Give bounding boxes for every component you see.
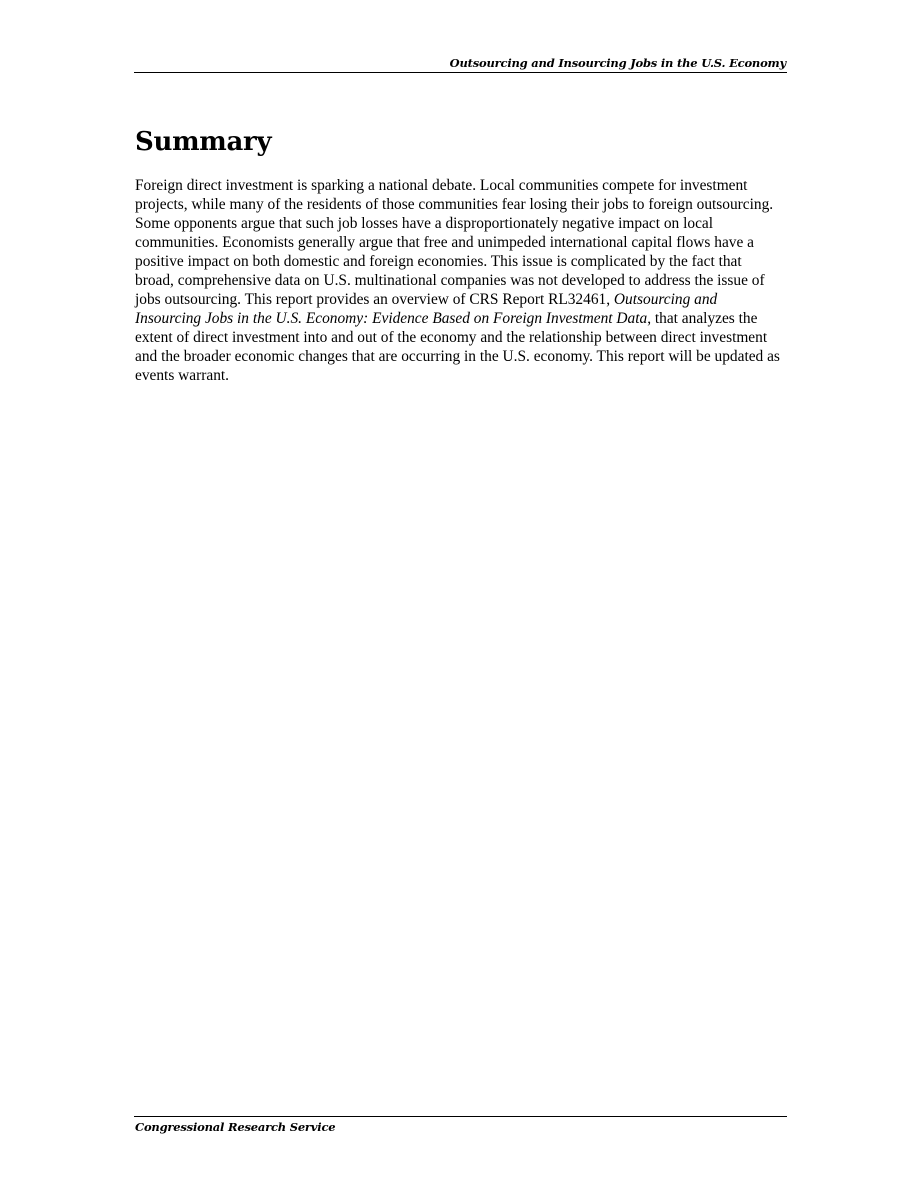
summary-paragraph xyxy=(135,176,780,385)
running-header: Outsourcing and Insourcing Jobs in the U.S. Economy xyxy=(449,56,786,70)
cited-report-title: Outsourcing and Insourcing Jobs in the U.S. Economy: Evidence Based on Foreign Investment Data xyxy=(135,291,718,327)
footer-rule xyxy=(134,1116,787,1117)
header-rule xyxy=(134,72,787,73)
footer-organization: Congressional Research Service xyxy=(135,1120,336,1134)
summary-text-part2: , that analyzes the extent of direct investment into and out of the economy and the relationship between direct investment and the broader economic changes that are occurring in the U.S. economy. This report will be updated as events warrant. xyxy=(135,310,780,384)
summary-text-part1: Foreign direct investment is sparking a national debate. Local communities compete for investment projects, while many of the residents of those communities fear losing their jobs to foreign outsourcing. Some opponents argue that such job losses have a disproportionately negative impact on local communities. Economists generally argue that free and unimpeded international capital flows have a positive impact on both domestic and foreign economies. This issue is complicated by the fact that broad, comprehensive data on U.S. multinational companies was not developed to address the issue of jobs outsourcing. This report provides an overview of CRS Report RL32461, xyxy=(135,177,774,308)
page-title: Summary xyxy=(135,127,272,157)
